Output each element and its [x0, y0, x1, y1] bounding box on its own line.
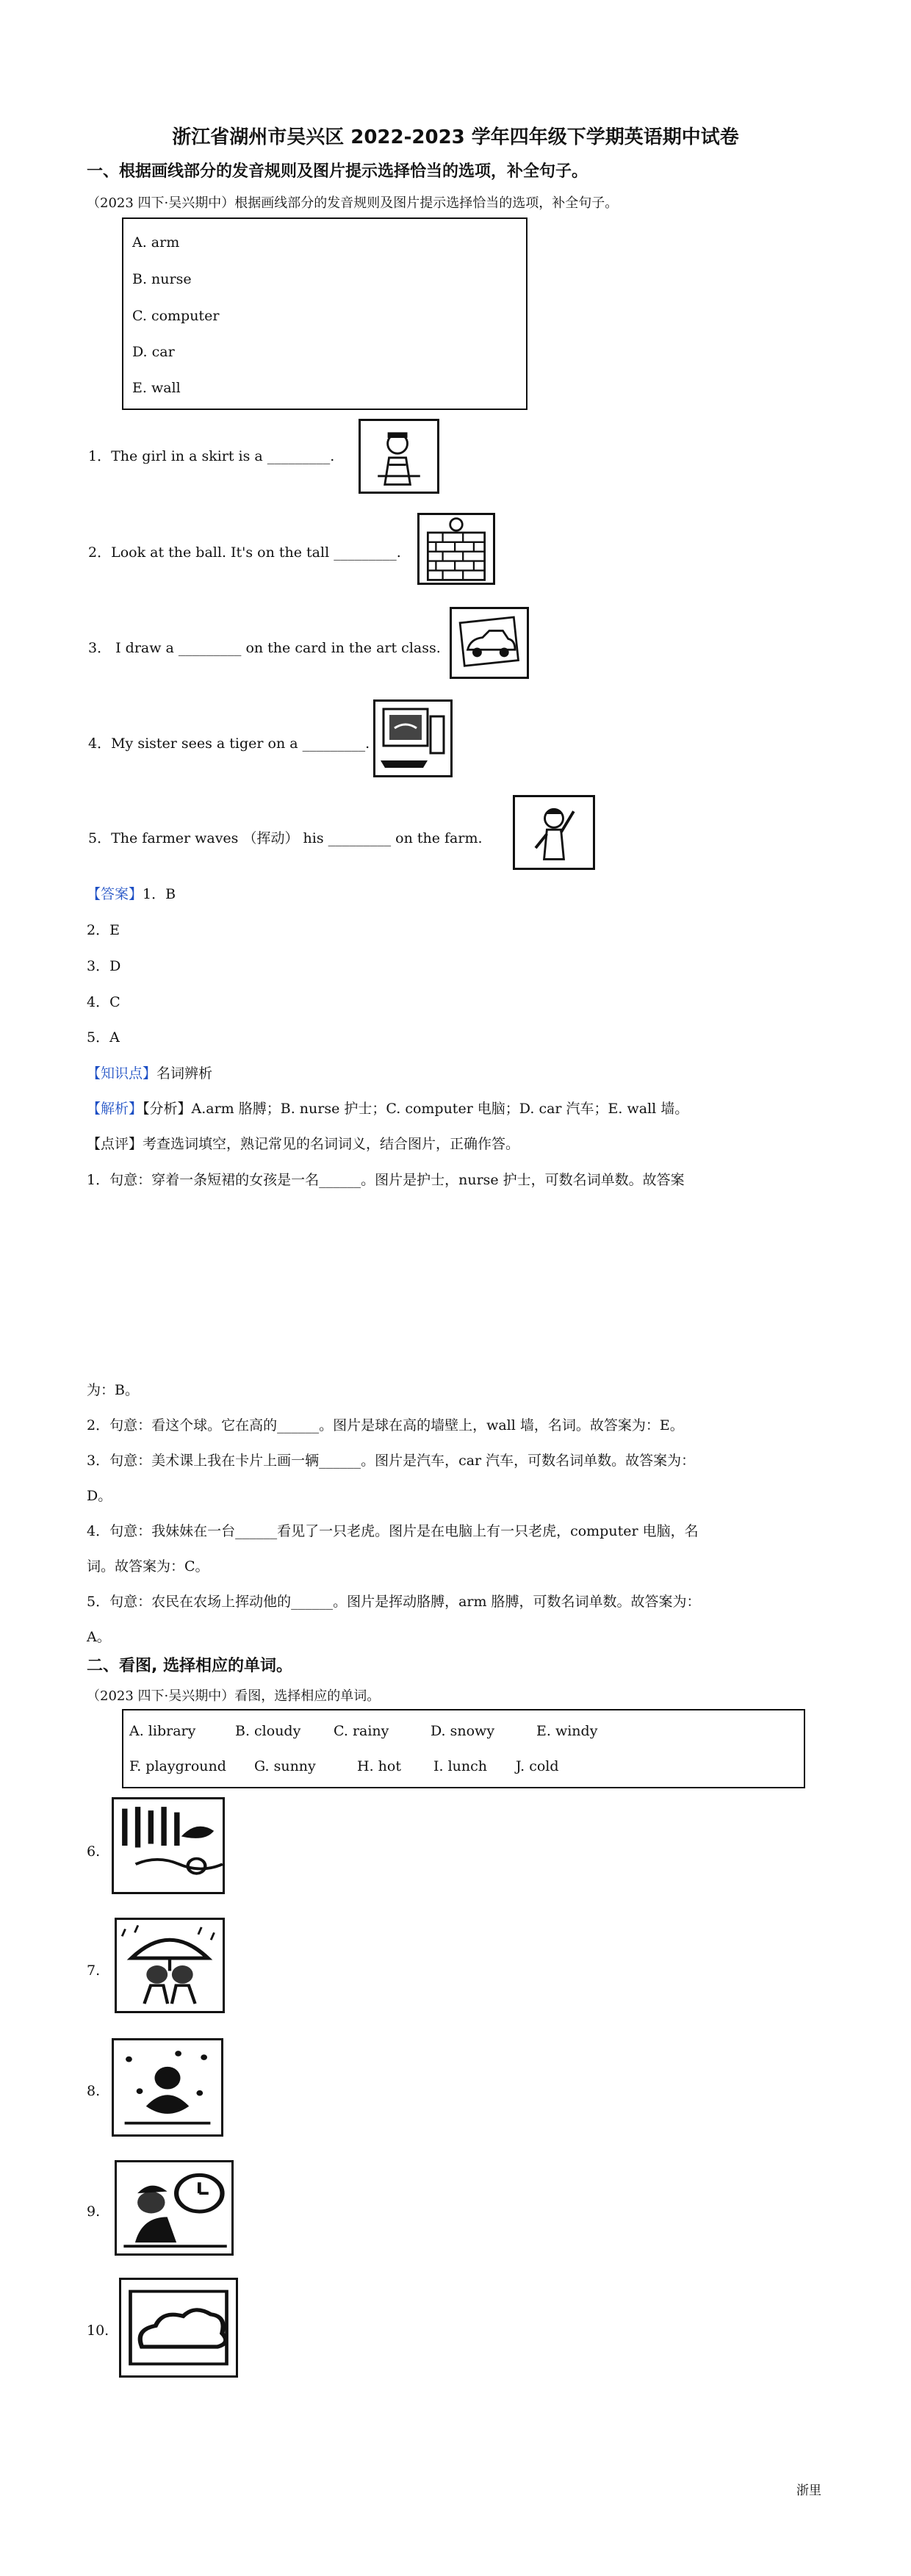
- explanation-5b: A。: [87, 1629, 111, 1645]
- nurse-image: [359, 419, 439, 494]
- knowledge-point: [87, 1065, 212, 1082]
- question-9: 9.: [87, 2203, 101, 2220]
- option-b-cloudy: B. cloudy: [235, 1723, 301, 1739]
- answer-4: 4．C: [87, 994, 120, 1010]
- analysis-label: 【解析】: [87, 1101, 143, 1117]
- explanation-5a: 5．句意：农民在农场上挥动他的______。图片是挥动胳膊，arm 胳膊，可数名词单数。故答案为：: [87, 1594, 701, 1610]
- question-3: 3． I draw a _________ on the card in the art class.: [88, 640, 441, 656]
- option-e-windy: E. windy: [536, 1723, 598, 1739]
- question-4: 4．My sister sees a tiger on a _________.: [88, 735, 370, 752]
- section1-heading: 一、根据画线部分的发音规则及图片提示选择恰当的选项，补全句子。: [87, 162, 588, 181]
- lunch-image: [115, 2160, 234, 2256]
- answer-label-text: 【答案】: [87, 886, 143, 902]
- explanation-1a: 1．句意：穿着一条短裙的女孩是一名______。图片是护士，nurse 护士，可数名词单数。故答案: [87, 1172, 685, 1188]
- option-e: E. wall: [132, 380, 181, 396]
- explanation-1b: 为：B。: [87, 1382, 139, 1398]
- footer-text: 浙里: [796, 2483, 821, 2498]
- section1-source: （2023 四下·吴兴期中）根据画线部分的发音规则及图片提示选择恰当的选项，补全句子。: [87, 195, 619, 211]
- arm-image: [513, 795, 595, 870]
- option-a-library: A. library: [129, 1723, 196, 1739]
- question-1: 1．The girl in a skirt is a _________.: [88, 448, 335, 464]
- answer-1: 1．B: [143, 886, 176, 902]
- explanation-4a: 4．句意：我妹妹在一台______看见了一只老虎。图片是在电脑上有一只老虎，computer 电脑，名: [87, 1523, 699, 1539]
- explanation-4b: 词。故答案为：C。: [87, 1558, 209, 1575]
- answer-3: 3．D: [87, 958, 121, 974]
- option-g-sunny: G. sunny: [254, 1758, 316, 1774]
- question-6: 6.: [87, 1843, 101, 1860]
- option-f-playground: F. playground: [129, 1758, 226, 1774]
- car-image: [450, 607, 529, 679]
- answer-label: [87, 885, 176, 903]
- option-j-cold: J. cold: [516, 1758, 559, 1774]
- option-d-snowy: D. snowy: [431, 1723, 495, 1739]
- option-i-lunch: I. lunch: [433, 1758, 488, 1774]
- option-d: D. car: [132, 344, 175, 360]
- knowledge-label: 【知识点】: [87, 1065, 157, 1082]
- option-h-hot: H. hot: [357, 1758, 401, 1774]
- question-2: 2．Look at the ball. It's on the tall _________.: [88, 544, 401, 561]
- section2-options-box: [122, 1709, 805, 1788]
- section2-heading: 二、看图, 选择相应的单词。: [87, 1657, 293, 1675]
- option-b: B. nurse: [132, 271, 192, 287]
- analysis: [87, 1100, 688, 1118]
- option-c: C. computer: [132, 308, 220, 324]
- snowy-image: [112, 2038, 223, 2137]
- option-c-rainy: C. rainy: [334, 1723, 389, 1739]
- answer-5: 5．A: [87, 1029, 120, 1046]
- windy-image: [112, 1797, 225, 1894]
- option-a: A. arm: [132, 234, 180, 251]
- explanation-2: 2．句意：看这个球。它在高的______。图片是球在高的墙壁上，wall 墙，名词。故答案为：E。: [87, 1417, 684, 1433]
- knowledge-text: 名词辨析: [156, 1065, 213, 1082]
- page-title: 浙江省湖州市吴兴区 2022-2023 学年四年级下学期英语期中试卷: [172, 126, 739, 148]
- question-7: 7.: [87, 1962, 101, 1979]
- explanation-3a: 3．句意：美术课上我在卡片上画一辆______。图片是汽车，car 汽车，可数名词单数。故答案为：: [87, 1453, 696, 1469]
- comment: 【点评】考查选词填空，熟记常见的名词词义，结合图片，正确作答。: [87, 1136, 520, 1152]
- computer-image: [373, 699, 453, 777]
- analysis-text: 【分析】A.arm 胳膊；B. nurse 护士；C. computer 电脑；D. car 汽车；E. wall 墙。: [143, 1101, 689, 1117]
- explanation-3b: D。: [87, 1488, 112, 1504]
- wall-image: [417, 513, 495, 585]
- answer-2: 2．E: [87, 922, 120, 938]
- question-5: 5．The farmer waves （挥动） his _________ on the farm.: [88, 830, 483, 846]
- section2-source: （2023 四下·吴兴期中）看图，选择相应的单词。: [87, 1688, 381, 1704]
- rainy-image: [115, 1918, 225, 2013]
- question-10: 10.: [87, 2323, 109, 2339]
- cloudy-image: [119, 2278, 238, 2378]
- question-8: 8.: [87, 2083, 101, 2099]
